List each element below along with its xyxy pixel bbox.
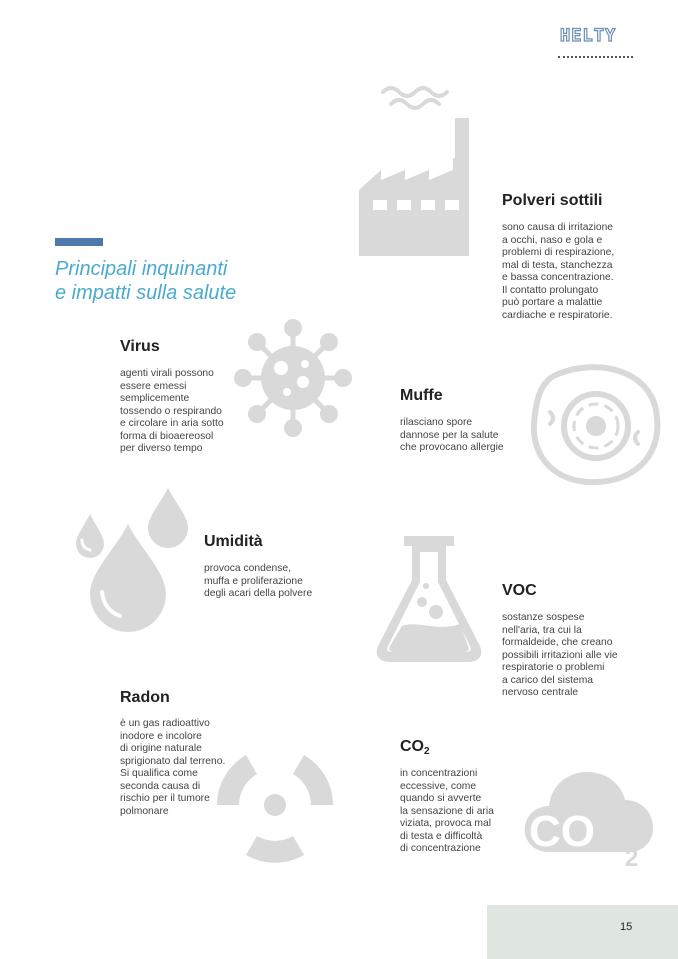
- text-line: polmonare: [120, 805, 169, 817]
- page-number: 15: [620, 921, 633, 933]
- page-title-line2: e impatti sulla salute: [55, 282, 237, 304]
- text-line: e circolare in aria sotto: [120, 418, 224, 429]
- virus-text: [120, 368, 224, 456]
- text-line: sostanze sospese: [502, 612, 585, 623]
- text-line: quando si avverte: [400, 793, 482, 804]
- helty-logo: HELTY: [560, 26, 617, 46]
- title-accent-bar: [55, 238, 103, 246]
- co2-heading-sub: 2: [424, 746, 430, 757]
- text-line: a occhi, naso e gola e: [502, 234, 603, 246]
- co2-heading-main: CO: [400, 738, 424, 755]
- text-line: di concentrazione: [400, 843, 481, 854]
- mold-cell-icon: [528, 362, 663, 487]
- text-line: e bassa concentrazione.: [502, 272, 614, 283]
- text-line: di origine naturale: [120, 743, 202, 754]
- text-line: provoca condense,: [204, 563, 292, 574]
- text-line: respiratorie o problemi: [502, 662, 605, 673]
- text-line: in concentrazioni: [400, 768, 478, 779]
- text-line: Si qualifica come: [120, 768, 198, 779]
- text-line: problemi di respirazione,: [502, 247, 615, 258]
- co2-heading: [400, 738, 430, 757]
- muffe-text: [400, 417, 504, 455]
- text-line: sono causa di irritazione: [502, 222, 614, 233]
- text-line: a carico del sistema: [502, 674, 593, 686]
- text-line: per diverso tempo: [120, 443, 203, 454]
- text-line: degli acari della polvere: [204, 588, 313, 599]
- co2-cloud-text: CO: [529, 807, 595, 856]
- umidita-heading: Umidità: [204, 533, 263, 550]
- text-line: nell'aria, tra cui la: [502, 624, 582, 636]
- text-line: tossendo o respirando: [120, 405, 222, 417]
- co2-cloud-sub: 2: [625, 845, 639, 872]
- text-line: sprigionato dal terreno.: [120, 755, 226, 767]
- text-line: la sensazione di aria: [400, 805, 494, 817]
- water-drops-icon: [68, 486, 198, 636]
- co2-text: [400, 768, 494, 856]
- factory-icon: [355, 78, 485, 263]
- polveri-text: [502, 222, 614, 322]
- polveri-heading: Polveri sottili: [502, 192, 603, 209]
- text-line: muffa e proliferazione: [204, 575, 303, 587]
- text-line: che provocano allergie: [400, 442, 504, 453]
- radon-heading: Radon: [120, 689, 170, 706]
- text-line: possibili irritazioni alle vie: [502, 649, 618, 661]
- text-line: semplicemente: [120, 393, 190, 404]
- virus-icon: [233, 318, 353, 438]
- page-title-line1: Principali inquinanti: [55, 258, 228, 280]
- text-line: cardiache e respiratorie.: [502, 309, 613, 321]
- virus-heading: Virus: [120, 338, 160, 355]
- umidita-text: [204, 563, 312, 601]
- text-line: rilasciano spore: [400, 417, 473, 428]
- text-line: seconda causa di: [120, 780, 201, 792]
- text-line: Il contatto prolungato: [502, 284, 599, 296]
- co2-cloud-icon: [521, 766, 656, 871]
- text-line: viziata, provoca mal: [400, 818, 491, 829]
- radon-text: [120, 718, 225, 818]
- text-line: mal di testa, stanchezza: [502, 259, 613, 271]
- text-line: rischio per il tumore: [120, 793, 210, 804]
- text-line: nervoso centrale: [502, 687, 579, 698]
- text-line: di testa e difficoltà: [400, 830, 483, 842]
- text-line: essere emessi: [120, 380, 187, 392]
- muffe-heading: Muffe: [400, 387, 443, 404]
- flask-icon: [374, 534, 484, 664]
- voc-heading: VOC: [502, 582, 537, 599]
- text-line: formaldeide, che creano: [502, 637, 613, 648]
- radioactive-icon: [214, 742, 336, 867]
- page-title: [55, 257, 335, 305]
- text-line: può portare a malattie: [502, 297, 603, 308]
- logo-dotted-divider: [558, 56, 633, 58]
- text-line: eccessive, come: [400, 780, 477, 792]
- text-line: forma di bioaereosol: [120, 430, 214, 442]
- text-line: è un gas radioattivo: [120, 718, 210, 729]
- footer-block: [487, 905, 678, 959]
- text-line: dannose per la salute: [400, 429, 499, 441]
- text-line: agenti virali possono: [120, 368, 214, 379]
- voc-text: [502, 612, 618, 700]
- text-line: inodore e incolore: [120, 730, 202, 742]
